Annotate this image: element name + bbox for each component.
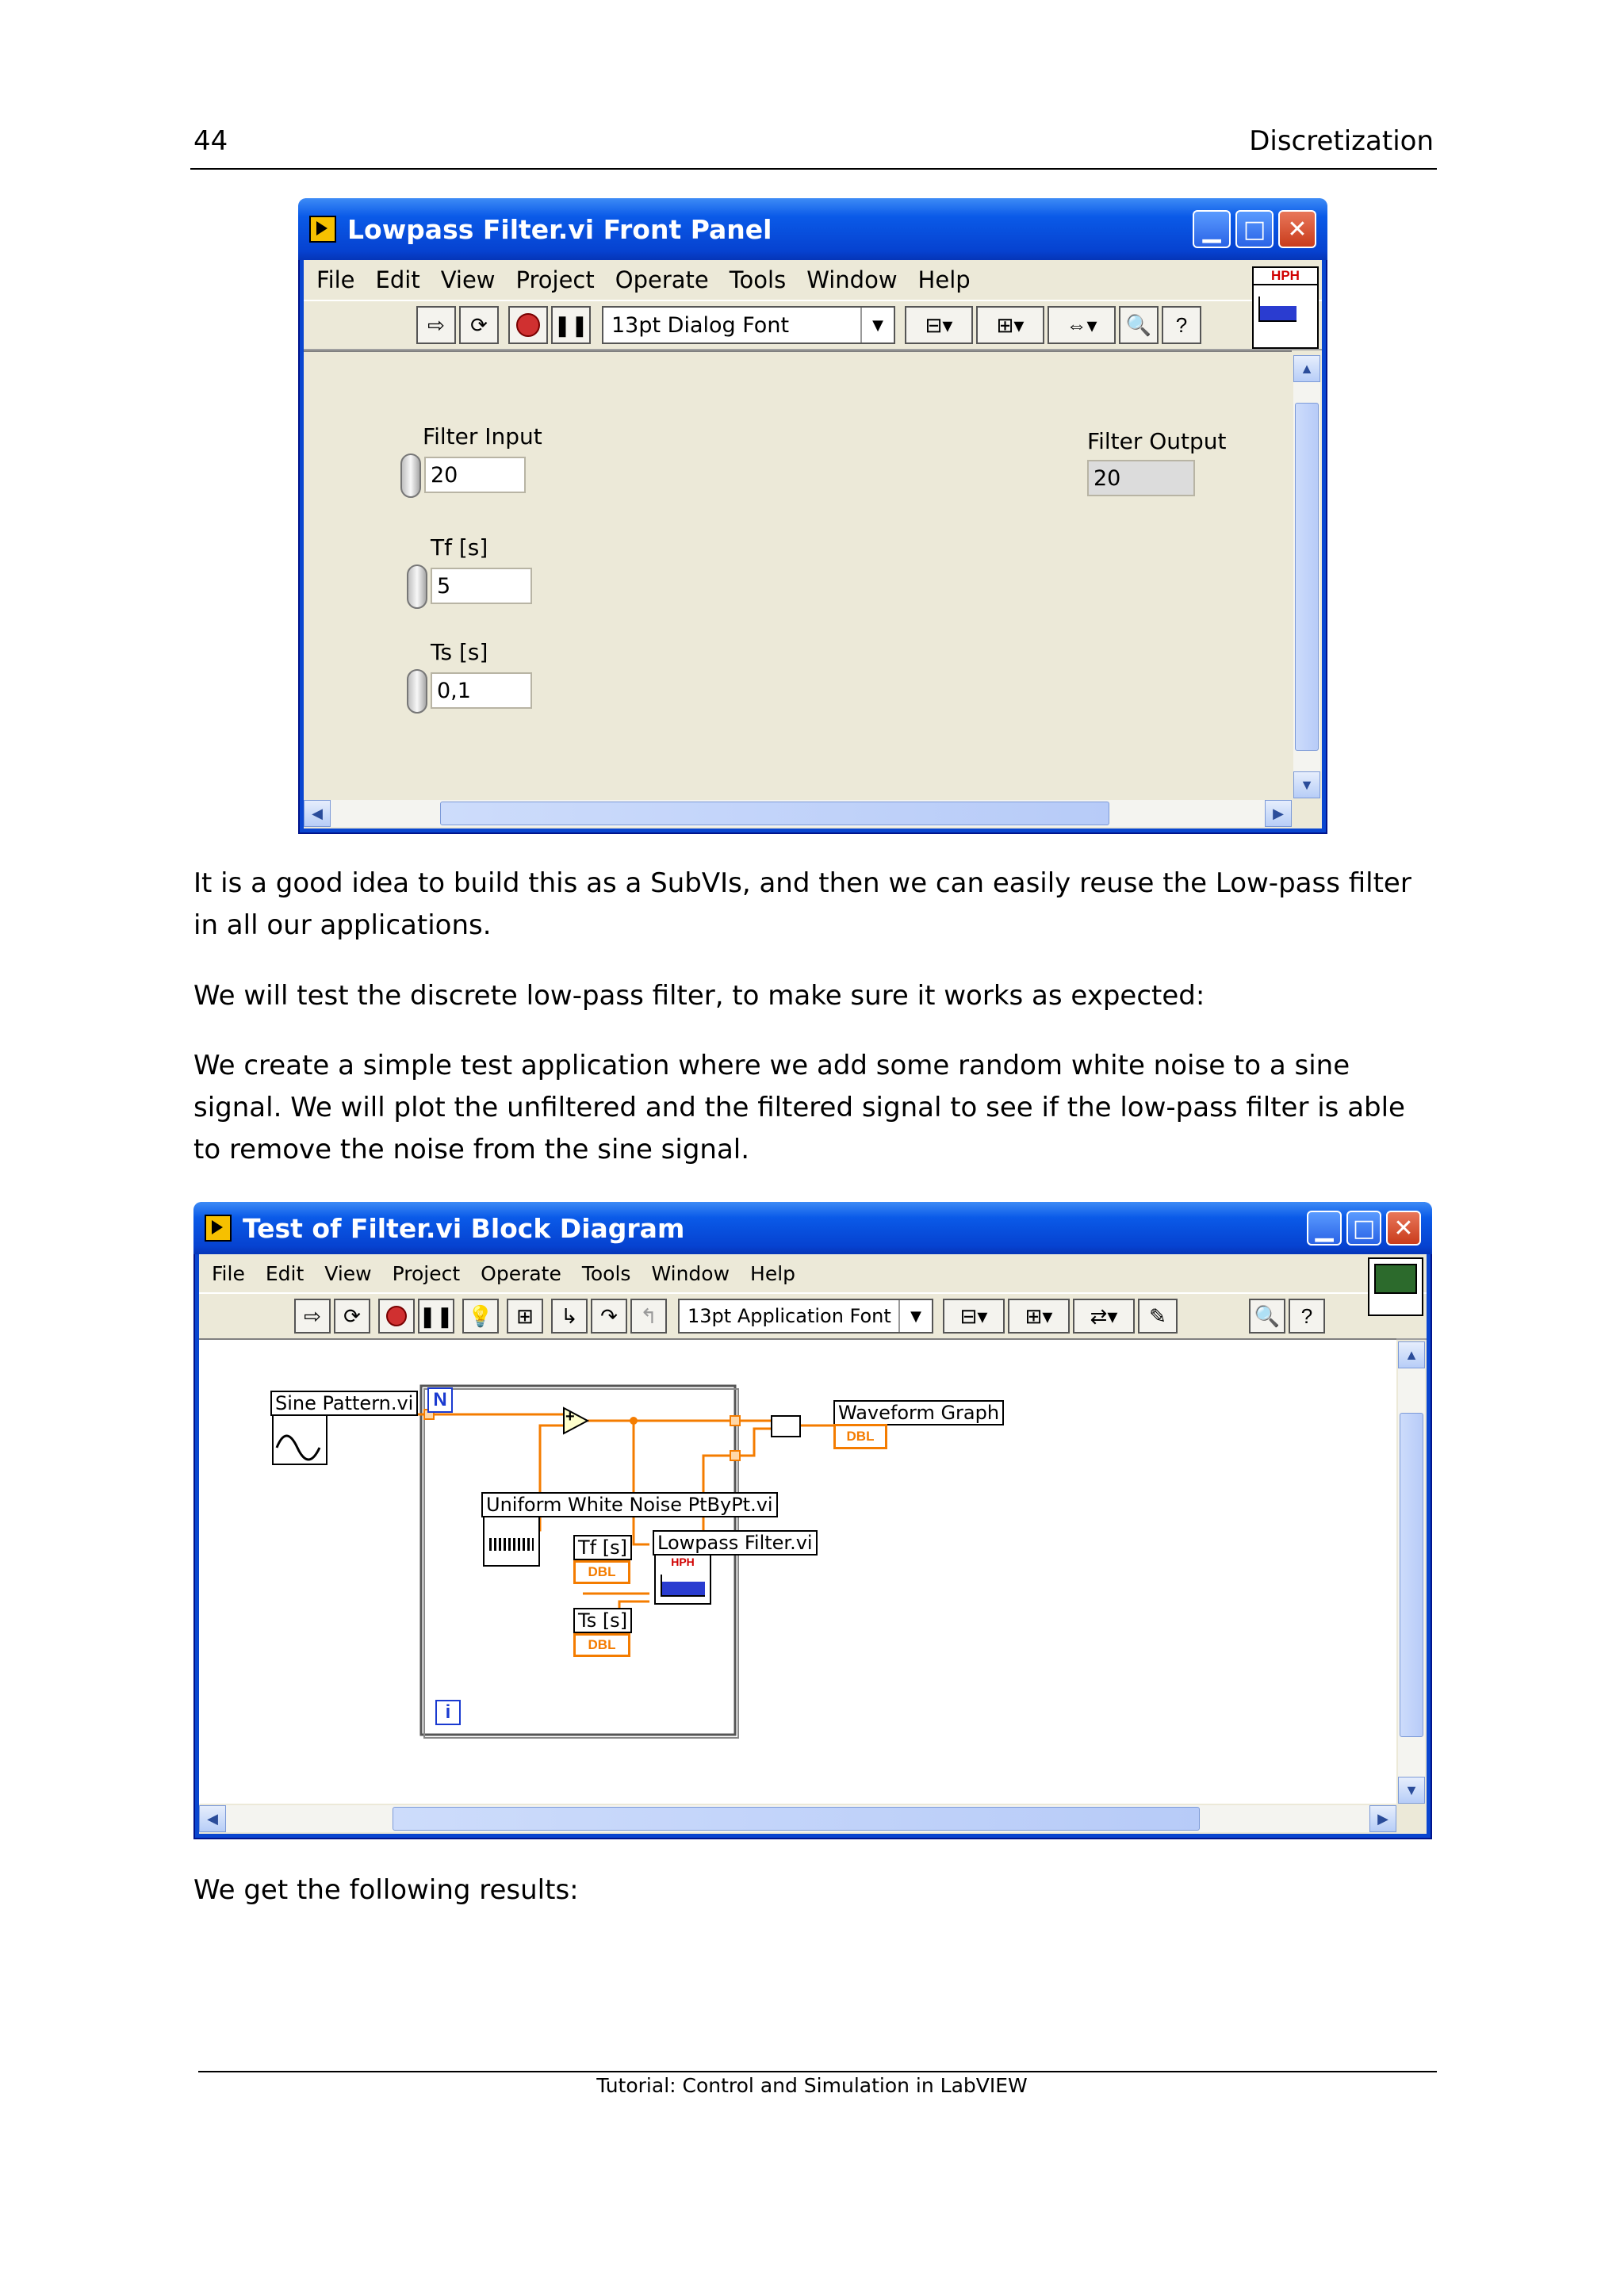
minimize-button[interactable]: ▁: [1307, 1211, 1342, 1246]
run-arrow-icon[interactable]: ⇨: [416, 306, 456, 344]
run-arrow-icon[interactable]: ⇨: [294, 1299, 331, 1334]
loop-iteration-i[interactable]: i: [435, 1700, 461, 1725]
labview-vi-icon: [205, 1215, 232, 1242]
font-selector[interactable]: [678, 1299, 933, 1334]
chevron-down-icon: ▼: [898, 1300, 932, 1332]
paragraph-test: We will test the discrete low-pass filter, to make sure it works as expected:: [193, 980, 1205, 1012]
block-diagram-canvas: [199, 1338, 1396, 1804]
vi-icon-label: HPH: [1254, 268, 1317, 285]
front-panel-toolbar: [304, 300, 1322, 350]
filter-input-spinner[interactable]: [400, 453, 421, 498]
tf-dbl-control[interactable]: DBL: [573, 1560, 630, 1584]
waveform-graph-dbl: DBL: [846, 1429, 875, 1444]
tf-field[interactable]: 5: [431, 568, 532, 604]
filter-input-field[interactable]: 20: [424, 457, 526, 493]
ts-label: Ts [s]: [431, 639, 488, 665]
help-icon[interactable]: ?: [1289, 1299, 1325, 1334]
waveform-graph-terminal[interactable]: [833, 1424, 887, 1449]
block-diagram-menubar: [199, 1254, 1427, 1292]
block-diagram-toolbar: [199, 1292, 1427, 1340]
distribute-objects-icon[interactable]: ⊞▾: [976, 306, 1044, 344]
front-panel-titlebar[interactable]: [298, 198, 1327, 260]
ts-dbl-control[interactable]: DBL: [573, 1633, 630, 1657]
noise-icon: [489, 1538, 534, 1551]
maximize-button[interactable]: □: [1235, 210, 1274, 248]
add-symbol: +: [565, 1408, 575, 1425]
menu-window[interactable]: Window: [651, 1261, 730, 1285]
front-panel-window: [298, 198, 1327, 834]
vi-icon-graph: [1258, 297, 1297, 322]
menu-help[interactable]: Help: [917, 266, 971, 293]
front-panel-hscrollbar[interactable]: [304, 800, 1292, 827]
vi-icon-graph: [1374, 1264, 1417, 1294]
close-button[interactable]: ✕: [1386, 1211, 1421, 1246]
footer-rule: [198, 2071, 1437, 2072]
align-objects-icon[interactable]: ⊟▾: [943, 1299, 1005, 1334]
menu-project[interactable]: Project: [515, 266, 595, 293]
block-diagram-client: [199, 1254, 1427, 1834]
ts-field[interactable]: 0,1: [431, 672, 532, 709]
scroll-left-icon[interactable]: ◀: [199, 1805, 226, 1832]
block-diagram-window: [193, 1202, 1432, 1839]
footer-text: Tutorial: Control and Simulation in LabVIEW: [596, 2074, 1028, 2097]
menu-help[interactable]: Help: [750, 1261, 796, 1285]
clean-up-diagram-icon[interactable]: ✎: [1138, 1299, 1178, 1334]
menu-operate[interactable]: Operate: [481, 1261, 561, 1285]
block-diagram-title: Test of Filter.vi Block Diagram: [243, 1212, 685, 1244]
paragraph-application: We create a simple test application where we add some random white noise to a sine signal. We will plot the unfiltered and the filtered signal to see if the low-pass filter is able to remove the noise from the sine signal.: [193, 1050, 1405, 1165]
minimize-button[interactable]: ▁: [1193, 210, 1231, 248]
front-panel-canvas: [304, 350, 1292, 798]
scroll-up-icon[interactable]: ▲: [1398, 1341, 1425, 1368]
scroll-left-icon[interactable]: ◀: [304, 800, 331, 827]
menu-view[interactable]: View: [324, 1261, 372, 1285]
hscroll-thumb[interactable]: [393, 1807, 1200, 1831]
menu-operate[interactable]: Operate: [615, 266, 709, 293]
block-diagram-titlebar[interactable]: [193, 1202, 1432, 1254]
menu-window[interactable]: Window: [806, 266, 898, 293]
menu-view[interactable]: View: [440, 266, 496, 293]
hph-label: HPH: [671, 1556, 695, 1568]
white-noise-node[interactable]: [483, 1516, 540, 1567]
pause-icon[interactable]: ❚❚: [418, 1299, 454, 1334]
filter-output-label: Filter Output: [1087, 428, 1227, 454]
search-icon[interactable]: 🔍: [1119, 306, 1159, 344]
reorder-icon[interactable]: ⇄▾: [1073, 1299, 1135, 1334]
block-diagram-hscrollbar[interactable]: [199, 1805, 1396, 1832]
step-into-icon[interactable]: ↳: [551, 1299, 588, 1334]
scroll-down-icon[interactable]: ▼: [1398, 1777, 1425, 1804]
ts-constant-label: Ts [s]: [573, 1608, 632, 1633]
close-button[interactable]: ✕: [1278, 210, 1316, 248]
filter-output-indicator: 20: [1087, 460, 1195, 496]
paragraph-subvi: It is a good idea to build this as a SubVIs, and then we can easily reuse the Low-pass filter in all our applications.: [193, 867, 1411, 941]
font-selector-label: 13pt Application Font: [688, 1305, 891, 1327]
resize-objects-icon[interactable]: ⇔▾: [1048, 306, 1116, 344]
vscroll-thumb[interactable]: [1295, 403, 1319, 751]
scroll-right-icon[interactable]: ▶: [1369, 1805, 1396, 1832]
menu-tools[interactable]: Tools: [581, 1261, 631, 1285]
loop-count-n[interactable]: N: [427, 1387, 453, 1413]
menu-project[interactable]: Project: [392, 1261, 461, 1285]
search-icon[interactable]: 🔍: [1249, 1299, 1285, 1334]
header-rule: [190, 168, 1437, 170]
sine-pattern-node[interactable]: [272, 1414, 327, 1465]
font-selector-label: 13pt Dialog Font: [611, 312, 790, 338]
block-diagram-vscrollbar[interactable]: [1398, 1341, 1425, 1804]
help-icon[interactable]: ?: [1162, 306, 1201, 344]
font-selector[interactable]: [602, 306, 895, 344]
ts-spinner[interactable]: [407, 669, 427, 714]
waveform-graph-label: Waveform Graph: [833, 1400, 1004, 1425]
white-noise-label: Uniform White Noise PtByPt.vi: [481, 1492, 778, 1517]
chapter-title: Discretization: [1249, 125, 1434, 157]
vi-connector-icon[interactable]: [1368, 1257, 1423, 1316]
sine-wave-icon: [274, 1416, 326, 1464]
chevron-down-icon: ▼: [860, 308, 894, 342]
vscroll-thumb[interactable]: [1400, 1413, 1423, 1737]
hscroll-thumb[interactable]: [440, 802, 1109, 825]
run-continuously-icon[interactable]: ⟳: [334, 1299, 370, 1334]
filter-graph-icon: [661, 1575, 705, 1597]
front-panel-vscrollbar[interactable]: [1293, 355, 1320, 798]
run-continuously-icon[interactable]: ⟳: [459, 306, 499, 344]
retain-wire-values-icon[interactable]: ⊞: [507, 1299, 543, 1334]
distribute-objects-icon[interactable]: ⊞▾: [1008, 1299, 1070, 1334]
menu-file[interactable]: File: [212, 1261, 245, 1285]
vi-connector-icon[interactable]: [1252, 266, 1319, 349]
tf-constant-label: Tf [s]: [573, 1535, 632, 1560]
menu-tools[interactable]: Tools: [729, 266, 787, 293]
paragraph-results: We get the following results:: [193, 1874, 579, 1906]
front-panel-title: Lowpass Filter.vi Front Panel: [347, 213, 772, 245]
front-panel-client: [304, 260, 1322, 828]
tf-label: Tf [s]: [431, 534, 488, 561]
filter-input-label: Filter Input: [423, 423, 542, 450]
lowpass-filter-node[interactable]: [654, 1554, 711, 1605]
highlight-execution-icon[interactable]: 💡: [462, 1299, 499, 1334]
scroll-up-icon[interactable]: ▲: [1293, 355, 1320, 382]
menu-edit[interactable]: Edit: [375, 266, 420, 293]
align-objects-icon[interactable]: ⊟▾: [905, 306, 973, 344]
scroll-right-icon[interactable]: ▶: [1265, 800, 1292, 827]
scroll-down-icon[interactable]: ▼: [1293, 771, 1320, 798]
step-out-icon[interactable]: ↰: [630, 1299, 667, 1334]
front-panel-menubar: [304, 260, 1322, 300]
labview-vi-icon: [309, 216, 336, 243]
abort-icon[interactable]: [378, 1299, 415, 1334]
page-number: 44: [193, 125, 228, 157]
step-over-icon[interactable]: ↷: [591, 1299, 627, 1334]
menu-file[interactable]: File: [316, 266, 355, 293]
sine-pattern-label: Sine Pattern.vi: [270, 1391, 418, 1416]
menu-edit[interactable]: Edit: [265, 1261, 304, 1285]
abort-icon[interactable]: [508, 306, 548, 344]
tf-spinner[interactable]: [407, 564, 427, 609]
pause-icon[interactable]: ❚❚: [551, 306, 591, 344]
lowpass-filter-label: Lowpass Filter.vi: [653, 1530, 818, 1556]
maximize-button[interactable]: □: [1346, 1211, 1381, 1246]
